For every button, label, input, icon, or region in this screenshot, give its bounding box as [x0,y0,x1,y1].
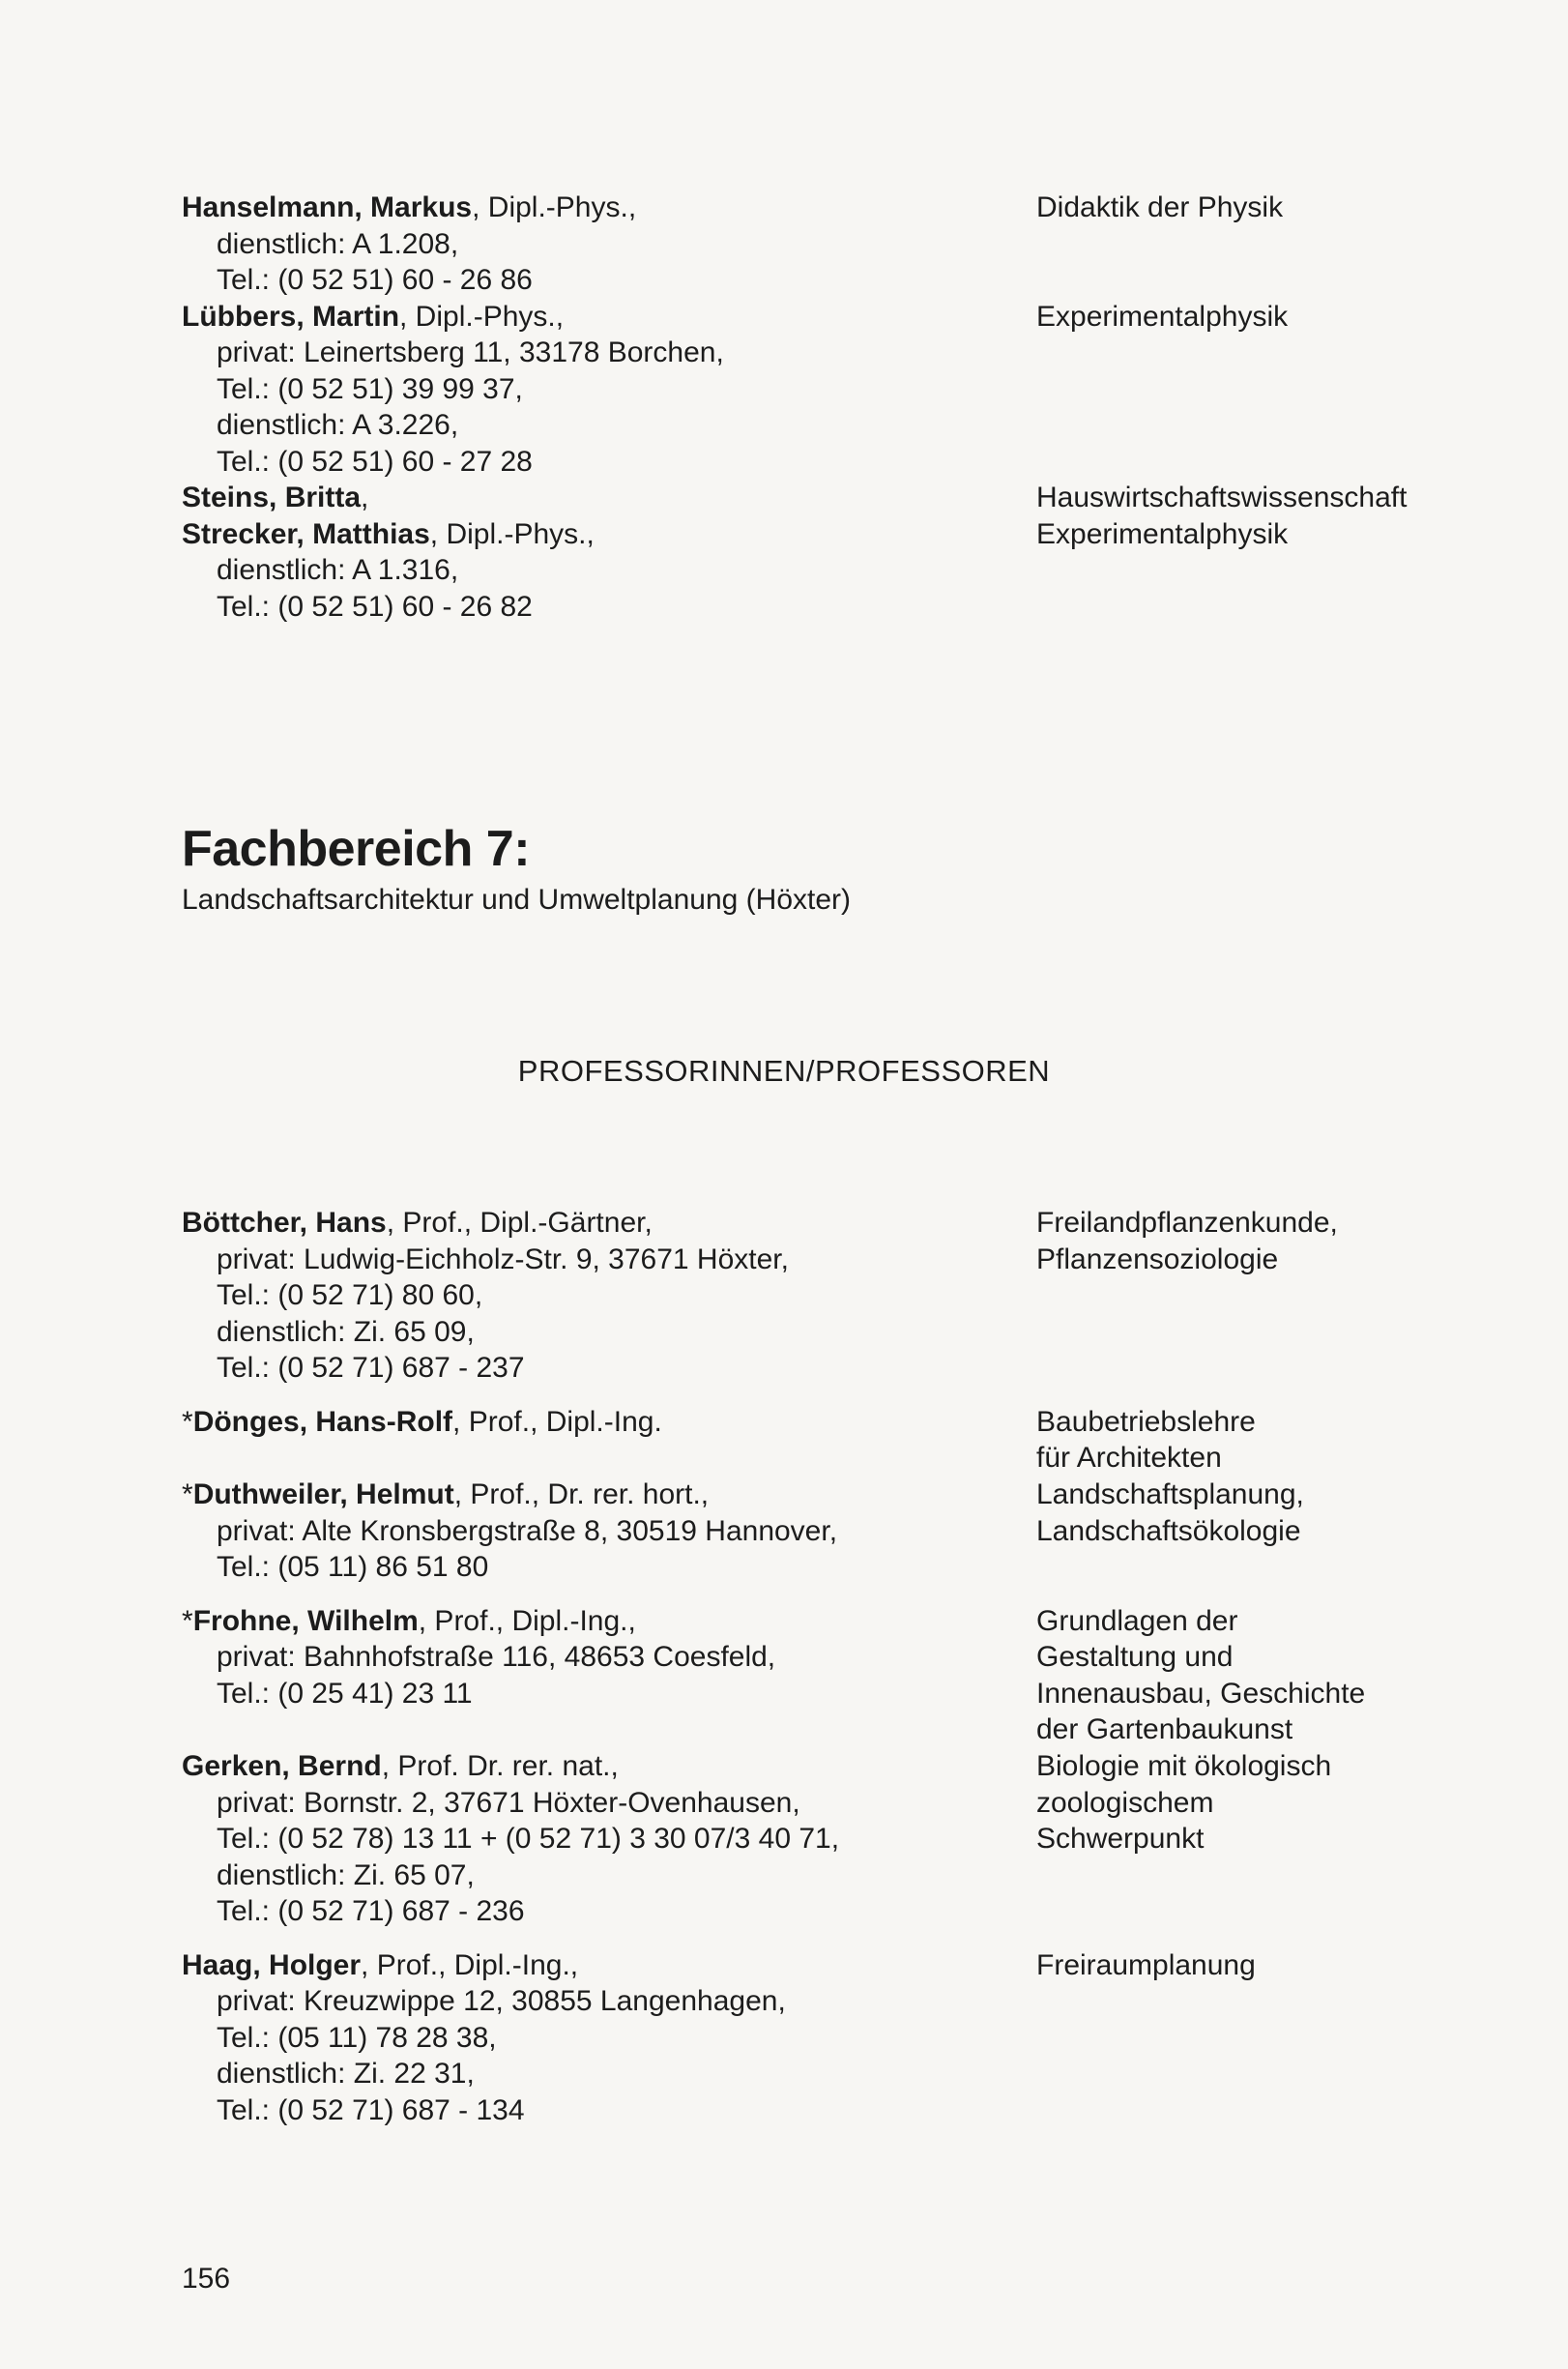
entry-subject [1036,480,1462,516]
contact-line: Tel.: (0 52 51) 39 99 37, [217,372,523,405]
person-title: , Prof., Dipl.-Ing. [452,1405,662,1438]
person-name: Gerken, Bernd [182,1750,382,1782]
staff-entry [182,1477,1477,1586]
entry-subject [1036,190,1462,226]
entry-contact [182,1947,1013,2129]
page-number: 156 [182,2263,231,2295]
contact-line: dienstlich: Zi. 65 09, [217,1315,475,1348]
person-name: Steins, Britta [182,482,362,513]
entry-name [182,1748,1013,1785]
person-title: , Prof., Dr. rer. hort., [453,1478,710,1510]
entry-contact [182,1603,1013,1712]
person-name: Strecker, Matthias [182,517,430,550]
entry-name [182,1603,1013,1640]
subject-line: Experimentalphysik [1036,300,1289,333]
entry-contact [182,1404,1013,1441]
contact-line: dienstlich: Zi. 22 31, [217,2058,475,2090]
contact-line: Tel.: (05 11) 78 28 38, [217,2021,497,2054]
entry-subject [1036,1477,1462,1549]
contact-line: dienstlich: A 1.208, [217,227,459,260]
contact-line: Tel.: (0 52 51) 60 - 27 28 [217,445,533,478]
subject-line: Schwerpunkt [1036,1823,1205,1855]
person-name: Haag, Holger [182,1948,362,1981]
professors-list [182,1205,1477,2128]
subject-line: für Architekten [1036,1442,1222,1474]
entry-subject [1036,516,1462,553]
person-name: Hanselmann, Markus [182,191,473,223]
subject-line: Landschaftsökologie [1036,1514,1301,1547]
staff-entry [182,480,1477,516]
person-title: , [361,482,369,513]
professors-heading: PROFESSORINNEN/PROFESSOREN [517,1054,1051,1088]
staff-list-top [182,190,1477,625]
contact-line: dienstlich: A 3.226, [217,409,459,441]
staff-entry [182,1205,1477,1387]
contact-line: Tel.: (0 25 41) 23 11 [217,1677,473,1710]
contact-line: privat: Leinertsberg 11, 33178 Borchen, [217,336,724,368]
entry-contact [182,1477,1013,1586]
person-name: Duthweiler, Helmut [192,1478,454,1510]
contact-line: Tel.: (0 52 51) 60 - 26 86 [217,264,533,296]
subject-line: Hauswirtschaftswissenschaft [1036,482,1408,513]
staff-entry [182,1748,1477,1930]
staff-entry [182,190,1477,299]
entry-contact [182,190,1013,299]
entry-subject [1036,299,1462,336]
contact-line: privat: Ludwig-Eichholz-Str. 9, 37671 Höxter, [217,1243,789,1275]
section-title: Fachbereich 7: [182,821,531,877]
entry-subject [1036,1748,1462,1857]
staff-entry [182,516,1477,626]
contact-line: dienstlich: A 1.316, [217,554,459,586]
subject-line: Gestaltung und [1036,1641,1234,1673]
person-title: , Dipl.-Phys., [429,517,595,550]
contact-line: privat: Kreuzwippe 12, 30855 Langenhagen, [217,1985,786,2017]
person-name: Dönges, Hans-Rolf [192,1405,453,1438]
subject-line: der Gartenbaukunst [1036,1713,1293,1745]
contact-line: Tel.: (0 52 51) 60 - 26 82 [217,590,533,623]
entry-contact [182,1748,1013,1930]
entry-contact [182,299,1013,481]
staff-entry [182,1947,1477,2129]
person-title: , Dipl.-Phys., [399,300,565,333]
subject-line: Innenausbau, Geschichte [1036,1677,1366,1710]
subject-line: Baubetriebslehre [1036,1405,1256,1438]
section-subtitle: Landschaftsarchitektur und Umweltplanung (Höxter) [182,884,852,916]
contact-line: Tel.: (05 11) 86 51 80 [217,1551,489,1583]
external-marker: * [182,1478,193,1510]
contact-line: dienstlich: Zi. 65 07, [217,1858,475,1891]
person-title: , Dipl.-Phys., [472,191,637,223]
person-name: Lübbers, Martin [182,300,400,333]
entry-name [182,299,1013,336]
entry-subject [1036,1205,1462,1277]
subject-line: Biologie mit ökologisch [1036,1750,1332,1782]
entry-subject [1036,1404,1462,1477]
external-marker: * [182,1604,193,1637]
entry-subject [1036,1603,1462,1748]
subject-line: Landschaftsplanung, [1036,1478,1304,1510]
subject-line: Freiraumplanung [1036,1948,1256,1981]
entry-name [182,1404,1013,1441]
contact-line: Tel.: (0 52 71) 687 - 237 [217,1352,525,1384]
subject-line: zoologischem [1036,1786,1214,1819]
external-marker: * [182,1405,193,1438]
person-name: Frohne, Wilhelm [192,1604,419,1637]
contact-line: Tel.: (0 52 71) 687 - 134 [217,2093,525,2126]
contact-line: Tel.: (0 52 71) 687 - 236 [217,1895,525,1927]
entry-contact [182,516,1013,626]
staff-entry [182,1603,1477,1745]
contact-line: Tel.: (0 52 71) 80 60, [217,1279,483,1311]
staff-entry [182,1404,1477,1474]
entry-name [182,516,1013,553]
person-name: Böttcher, Hans [182,1207,387,1239]
entry-name [182,1947,1013,1984]
entry-name [182,1205,1013,1242]
person-title: , Prof., Dipl.-Gärtner, [386,1207,653,1239]
contact-line: privat: Alte Kronsbergstraße 8, 30519 Hannover, [217,1514,838,1547]
entry-contact [182,1205,1013,1387]
entry-name [182,190,1013,226]
entry-name [182,1477,1013,1513]
person-title: , Prof., Dipl.-Ing., [418,1604,636,1637]
person-title: , Prof., Dipl.-Ing., [361,1948,579,1981]
staff-entry [182,299,1477,481]
contact-line: Tel.: (0 52 78) 13 11 + (0 52 71) 3 30 07/3 40 71, [217,1823,840,1855]
person-title: , Prof. Dr. rer. nat., [381,1750,619,1782]
subject-line: Experimentalphysik [1036,517,1289,550]
subject-line: Didaktik der Physik [1036,191,1284,223]
entry-name [182,480,1013,516]
entry-contact [182,480,1013,516]
contact-line: privat: Bornstr. 2, 37671 Höxter-Ovenhausen, [217,1786,800,1819]
subject-line: Grundlagen der [1036,1604,1238,1637]
contact-line: privat: Bahnhofstraße 116, 48653 Coesfeld, [217,1641,776,1673]
subject-line: Freilandpflanzenkunde, [1036,1207,1338,1239]
entry-subject [1036,1947,1462,1984]
subject-line: Pflanzensoziologie [1036,1243,1279,1275]
